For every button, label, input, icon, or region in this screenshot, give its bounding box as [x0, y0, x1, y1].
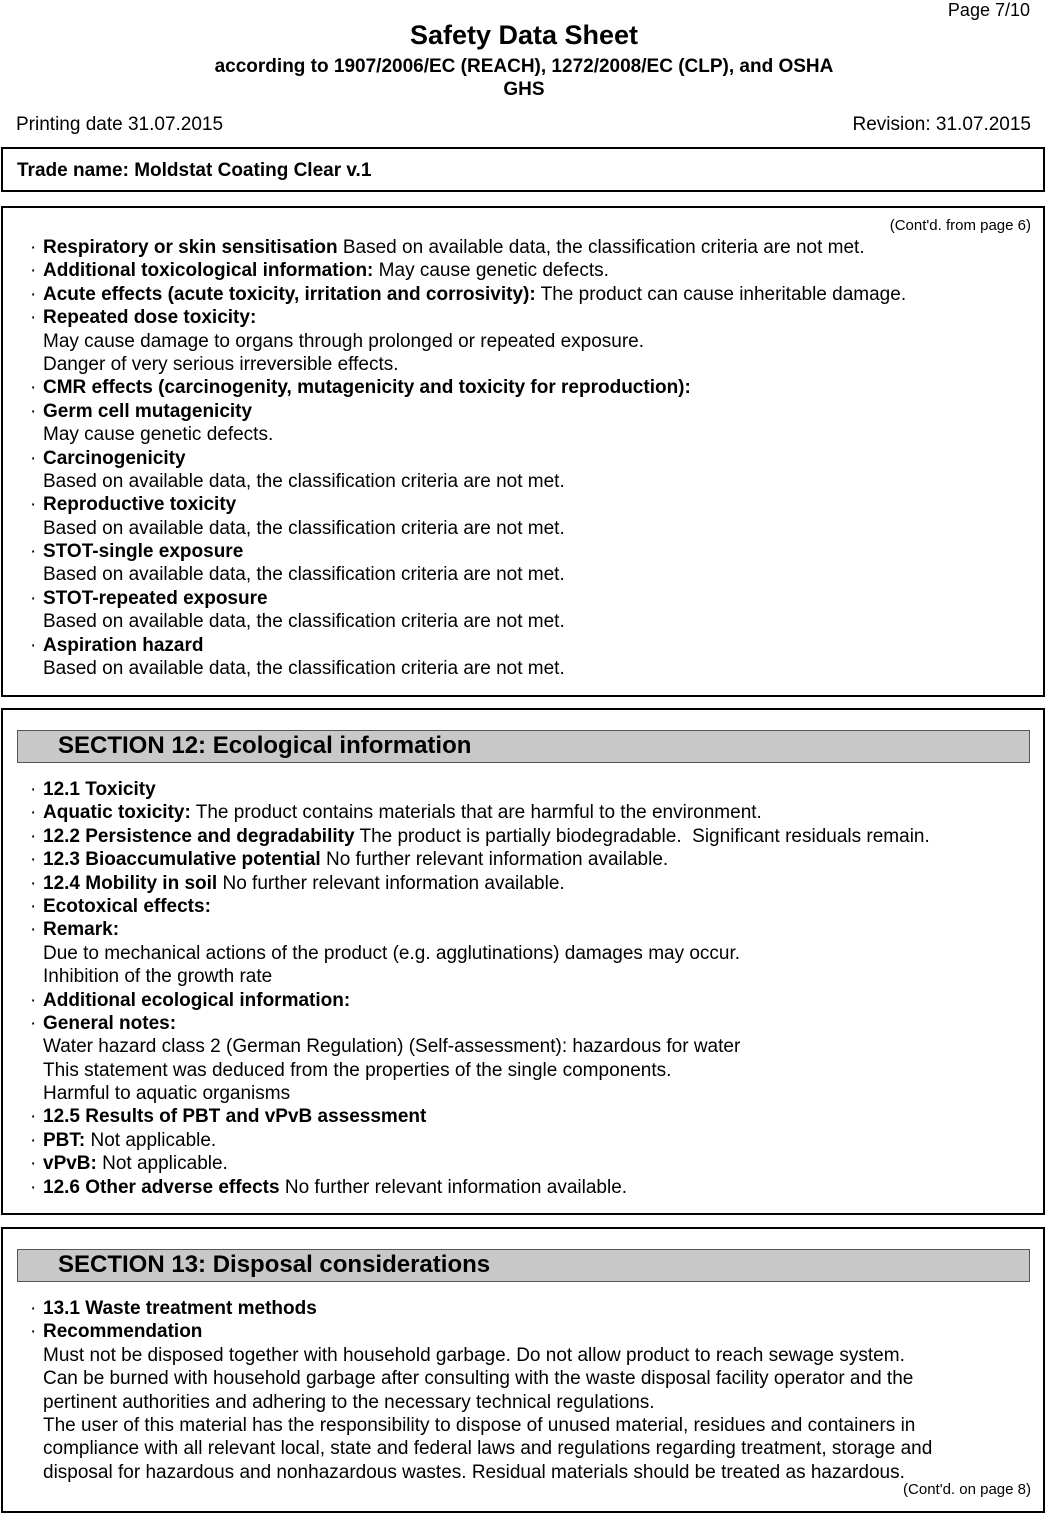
line-text: May cause genetic defects. — [373, 260, 609, 282]
line-label: Additional toxicological information: — [43, 260, 374, 282]
text-line — [30, 1152, 1031, 1175]
page-number: Page 7/10 — [947, 0, 1030, 20]
bullet-dot: · — [30, 1176, 37, 1198]
line-label: 12.5 Results of PBT and vPvB assessment — [43, 1106, 427, 1128]
bullet-dot: · — [30, 779, 37, 800]
line-text: disposal for hazardous and nonhazardous wastes. Residual materials should be treated as hazardous. — [43, 1461, 905, 1483]
line-label: 12.1 Toxicity — [43, 779, 156, 800]
line-text: Can be burned with household garbage after consulting with the waste disposal facility operator and the — [43, 1368, 914, 1390]
subtitle-line-1: according to 1907/2006/EC (REACH), 1272/2008/EC (CLP), and OSHA — [214, 56, 834, 77]
text-line — [30, 848, 1031, 871]
line-text: Based on available data, the classification criteria are not met. — [43, 611, 565, 633]
line-text: Not applicable. — [96, 1153, 228, 1175]
text-line — [43, 942, 1031, 965]
line-text: May cause genetic defects. — [43, 424, 274, 446]
bullet-dot: · — [30, 377, 37, 399]
line-text: Not applicable. — [85, 1129, 217, 1151]
line-text: Due to mechanical actions of the product (e.g. agglutinations) damages may occur. — [43, 942, 741, 964]
line-label: 12.6 Other adverse effects — [43, 1176, 280, 1198]
line-text: Based on available data, the classification criteria are not met. — [337, 237, 865, 258]
line-label: STOT-repeated exposure — [43, 587, 268, 609]
text-line — [30, 801, 1031, 824]
text-line — [30, 1176, 1031, 1199]
subtitle-line-2: GHS — [503, 79, 545, 100]
section-13-title: SECTION 13: Disposal considerations — [58, 1251, 491, 1278]
trade-name-box — [1, 147, 1045, 192]
line-label: Aquatic toxicity: — [43, 802, 191, 824]
section-13-header — [17, 1249, 1030, 1282]
text-line — [30, 1320, 1031, 1343]
section-12-title: SECTION 12: Ecological information — [58, 732, 472, 759]
section-12-header — [17, 730, 1030, 763]
text-line — [30, 236, 1031, 259]
bullet-dot: · — [30, 587, 37, 609]
text-line — [43, 1035, 1031, 1058]
text-line — [30, 306, 1031, 329]
text-line — [43, 423, 1031, 446]
line-label: 12.3 Bioaccumulative potential — [43, 849, 321, 871]
document-subtitle — [0, 55, 1048, 101]
text-line — [43, 1437, 1031, 1460]
text-line — [43, 657, 1031, 680]
line-label: General notes: — [43, 1012, 177, 1034]
text-line — [30, 918, 1031, 941]
section-11-box — [1, 206, 1045, 697]
line-label: STOT-single exposure — [43, 541, 244, 563]
bullet-dot: · — [30, 989, 37, 1011]
bullet-dot: · — [30, 1012, 37, 1034]
line-label: 12.2 Persistence and degradability — [43, 825, 355, 847]
text-line — [30, 1129, 1031, 1152]
bullet-dot: · — [30, 1106, 37, 1128]
line-label: Recommendation — [43, 1321, 203, 1343]
line-text: Based on available data, the classification criteria are not met. — [43, 517, 565, 539]
bullet-dot: · — [30, 1298, 37, 1319]
line-text: May cause damage to organs through prolonged or repeated exposure. — [43, 330, 645, 352]
bullet-dot: · — [30, 895, 37, 917]
line-label: Germ cell mutagenicity — [43, 400, 253, 422]
line-text: compliance with all relevant local, state and federal laws and regulations regarding treatment, storage and — [43, 1438, 933, 1460]
section-13-content — [30, 1297, 1031, 1484]
text-line — [30, 989, 1031, 1012]
line-label: Acute effects (acute toxicity, irritation and corrosivity): — [43, 283, 536, 305]
bullet-dot: · — [30, 872, 37, 894]
line-text: The product contains materials that are harmful to the environment. — [190, 802, 762, 824]
section-12-box — [1, 708, 1045, 1215]
line-text: This statement was deduced from the properties of the single components. — [43, 1059, 672, 1081]
line-text: pertinent authorities and adhering to the necessary technical regulations. — [43, 1391, 655, 1413]
line-label: 12.4 Mobility in soil — [43, 872, 218, 894]
line-text: Must not be disposed together with household garbage. Do not allow product to reach sewage system. — [43, 1344, 905, 1366]
text-line — [43, 353, 1031, 376]
section-12-content — [30, 778, 1031, 1199]
line-text: Harmful to aquatic organisms — [43, 1083, 291, 1105]
line-label: vPvB: — [43, 1153, 97, 1175]
line-text: Danger of very serious irreversible effects. — [43, 353, 399, 375]
line-label: PBT: — [43, 1129, 86, 1151]
line-text: No further relevant information available. — [320, 849, 669, 871]
line-text: Based on available data, the classification criteria are not met. — [43, 564, 565, 586]
text-line — [43, 563, 1031, 586]
text-line — [30, 872, 1031, 895]
text-line — [30, 1012, 1031, 1035]
text-line — [30, 259, 1031, 282]
line-text: Water hazard class 2 (German Regulation) (Self-assessment): hazardous for water — [43, 1036, 741, 1058]
text-line — [30, 540, 1031, 563]
line-label: Repeated dose toxicity: — [43, 307, 257, 329]
text-line — [30, 634, 1031, 657]
document-title: Safety Data Sheet — [409, 20, 639, 50]
bullet-dot: · — [30, 260, 37, 282]
text-line — [30, 1297, 1031, 1320]
line-text: The user of this material has the responsibility to dispose of unused material, residues and containers in — [43, 1414, 916, 1436]
text-line — [30, 825, 1031, 848]
bullet-dot: · — [30, 541, 37, 563]
text-line — [43, 330, 1031, 353]
text-line — [43, 965, 1031, 988]
line-text: Based on available data, the classification criteria are not met. — [43, 470, 565, 492]
line-text: The product can cause inheritable damage. — [535, 283, 907, 305]
line-label: 13.1 Waste treatment methods — [43, 1298, 317, 1319]
line-text: The product is partially biodegradable. Significant residuals remain. — [354, 825, 930, 847]
bullet-dot: · — [30, 307, 37, 329]
line-label: Additional ecological information: — [43, 989, 351, 1011]
text-line — [30, 283, 1031, 306]
text-line — [30, 447, 1031, 470]
bullet-dot: · — [30, 1321, 37, 1343]
line-label: Aspiration hazard — [43, 634, 204, 656]
bullet-dot: · — [30, 1129, 37, 1151]
section-11-content — [30, 236, 1031, 680]
text-line — [43, 1391, 1031, 1414]
bullet-dot: · — [30, 919, 37, 941]
bullet-dot: · — [30, 447, 37, 469]
bullet-dot: · — [30, 494, 37, 516]
text-line — [43, 610, 1031, 633]
text-line — [30, 493, 1031, 516]
line-label: CMR effects (carcinogenity, mutagenicity and toxicity for reproduction): — [43, 377, 691, 399]
text-line — [30, 895, 1031, 918]
line-label: Respiratory or skin sensitisation — [43, 237, 338, 258]
text-line — [43, 1461, 1031, 1484]
continued-on-note: (Cont'd. on page 8) — [903, 1481, 1031, 1498]
bullet-dot: · — [30, 1153, 37, 1175]
line-text: Based on available data, the classification criteria are not met. — [43, 658, 565, 680]
text-line — [43, 470, 1031, 493]
bullet-dot: · — [30, 825, 37, 847]
printing-date: Printing date 31.07.2015 — [16, 114, 224, 135]
line-label: Reproductive toxicity — [43, 494, 237, 516]
bullet-dot: · — [30, 237, 37, 258]
text-line — [43, 1367, 1031, 1390]
bullet-dot: · — [30, 634, 37, 656]
bullet-dot: · — [30, 400, 37, 422]
text-line — [43, 1059, 1031, 1082]
line-text: No further relevant information available. — [279, 1176, 628, 1198]
bullet-dot: · — [30, 849, 37, 871]
bullet-dot: · — [30, 802, 37, 824]
line-label: Carcinogenicity — [43, 447, 186, 469]
text-line — [43, 1414, 1031, 1437]
section-13-box — [1, 1227, 1045, 1513]
trade-name: Trade name: Moldstat Coating Clear v.1 — [17, 160, 372, 181]
text-line — [30, 400, 1031, 423]
text-line — [43, 517, 1031, 540]
line-text: No further relevant information available. — [217, 872, 565, 894]
text-line — [43, 1082, 1031, 1105]
text-line — [30, 376, 1031, 399]
text-line — [30, 587, 1031, 610]
text-line — [30, 1105, 1031, 1128]
line-label: Ecotoxical effects: — [43, 895, 211, 917]
continued-from-note: (Cont'd. from page 6) — [889, 217, 1031, 234]
line-label: Remark: — [43, 919, 120, 941]
text-line — [30, 778, 1031, 801]
revision-date: Revision: 31.07.2015 — [852, 114, 1031, 135]
text-line — [43, 1344, 1031, 1367]
line-text: Inhibition of the growth rate — [43, 966, 273, 988]
bullet-dot: · — [30, 283, 37, 305]
